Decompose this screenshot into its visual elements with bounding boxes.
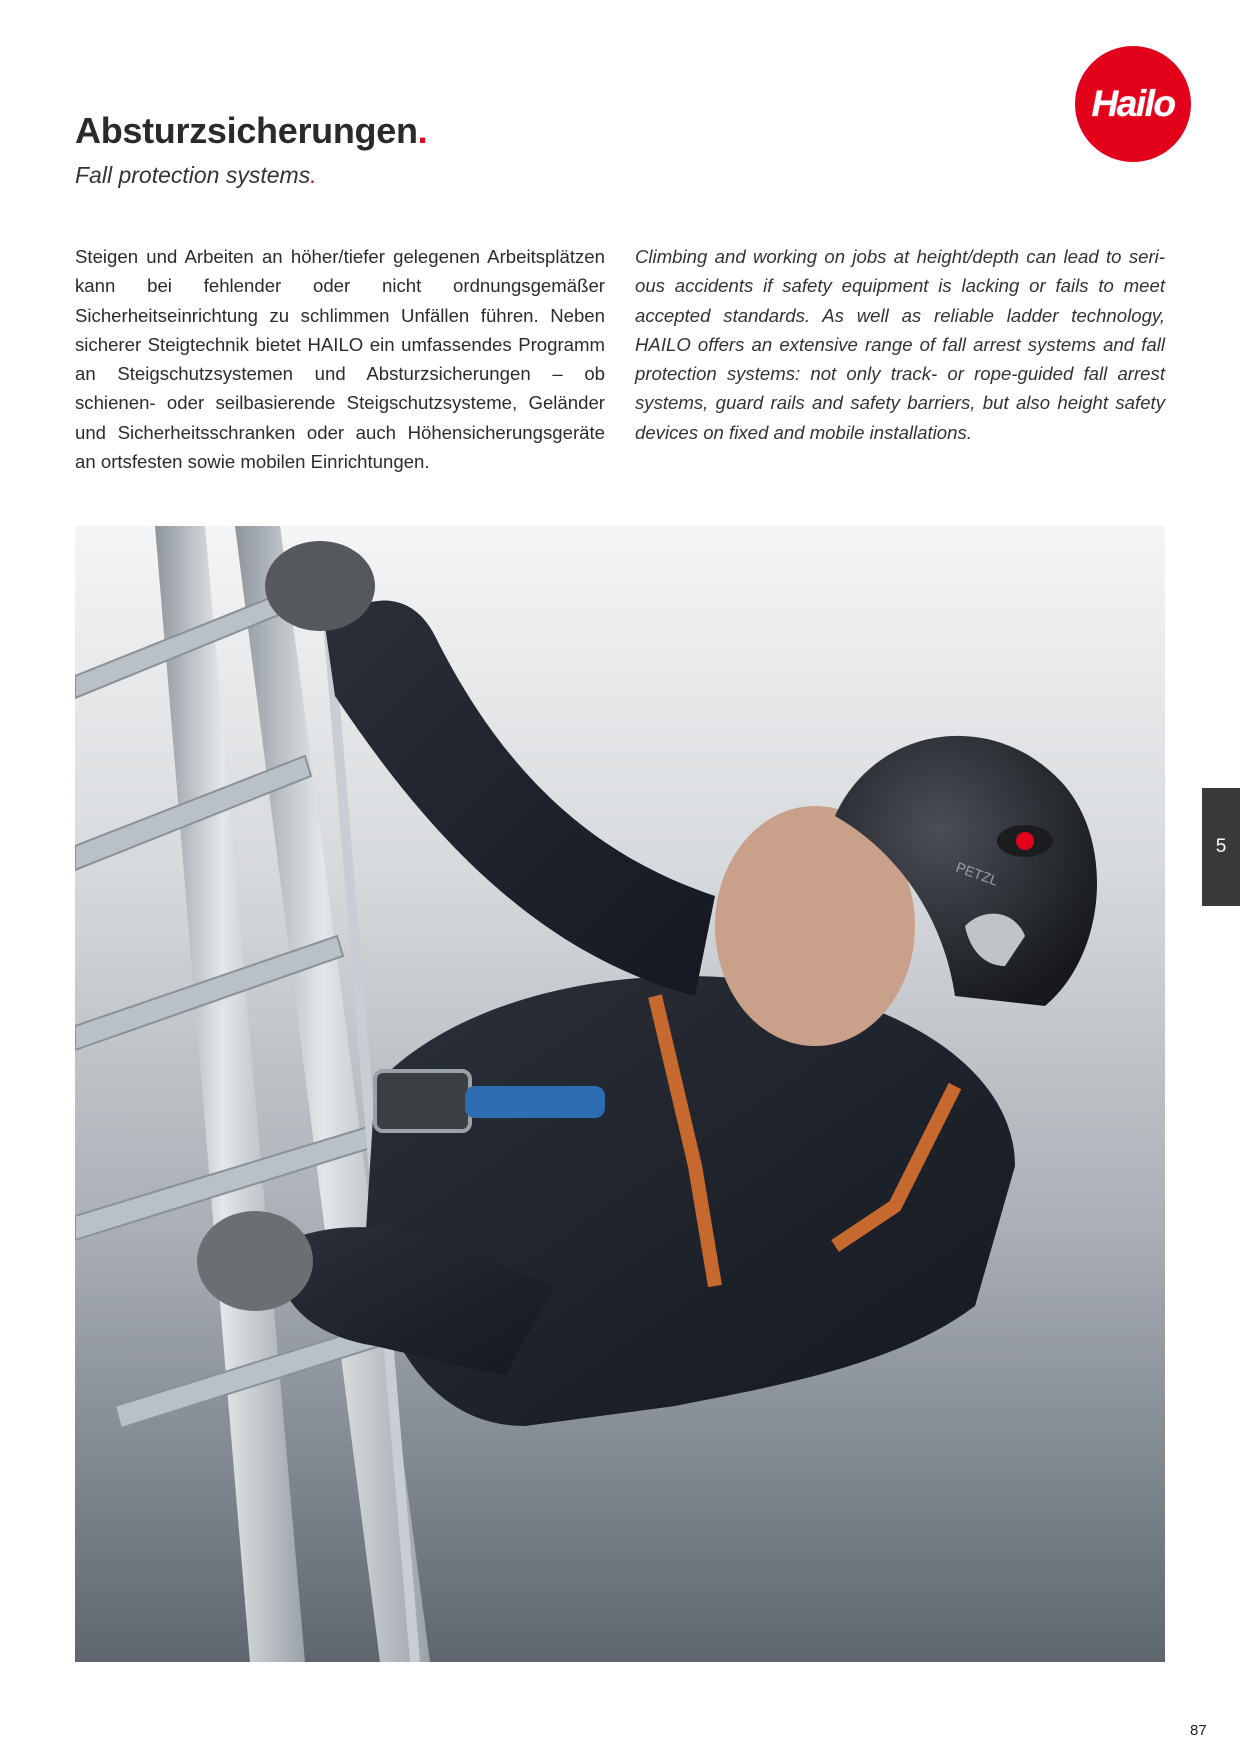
hailo-logo [1075,46,1191,162]
chapter-number: 5 [1215,836,1227,857]
worker-arm-upper [325,601,715,996]
chapter-tab[interactable] [1202,788,1240,906]
photo-illustration [75,526,1165,1662]
glove-upper [265,541,375,631]
energy-absorber [465,1086,605,1118]
hailo-logo-text: Hailo [1091,83,1175,124]
fall-arrester [375,1071,470,1131]
helmet-logo-dot [1016,832,1034,850]
title-text: Absturzsicherungen [75,110,418,151]
german-intro-text: Steigen und Arbeiten an höher/tiefer gelegenen Arbeitsplätzen kann bei fehlender oder nicht ordnungsgemäßer Sicherheitseinrichtung zu schlimmen Unfällen führen. Neben sicherer Steigtechnik bietet HAILO ein umfassendes Programm an Steigschutzsystemen und Absturzsicherungen – ob schienen- oder seilbasierende Steigschutzsysteme, Geländer und Sicherheitsschranken oder auch Höhensicherungsgeräte an ortsfesten sowie mobilen Einrichtungen. [75,246,605,473]
english-intro-text: Climbing and working on jobs at height/depth can lead to serious accidents if safety equipment is lacking or fails to meet accepted standards. As well as reliable ladder technology, HAILO offers an extensive range of fall arrest systems and fall protection systems: not only track- or rope-guided fall arrest systems, guard rails and safety barriers, but also height safety devices on fixed and mobile installations. [635,246,1165,443]
title-red-dot: . [417,110,428,151]
worker-on-ladder-photo [75,526,1165,1662]
page-number: 87 [1190,1722,1207,1739]
page-title [75,110,427,152]
subtitle-text: Fall protection systems [75,162,311,188]
glove-lower [197,1211,313,1311]
subtitle-red-dot: . [310,162,317,188]
page-subtitle [75,162,317,189]
helmet-brand: PETZL [953,858,1001,889]
